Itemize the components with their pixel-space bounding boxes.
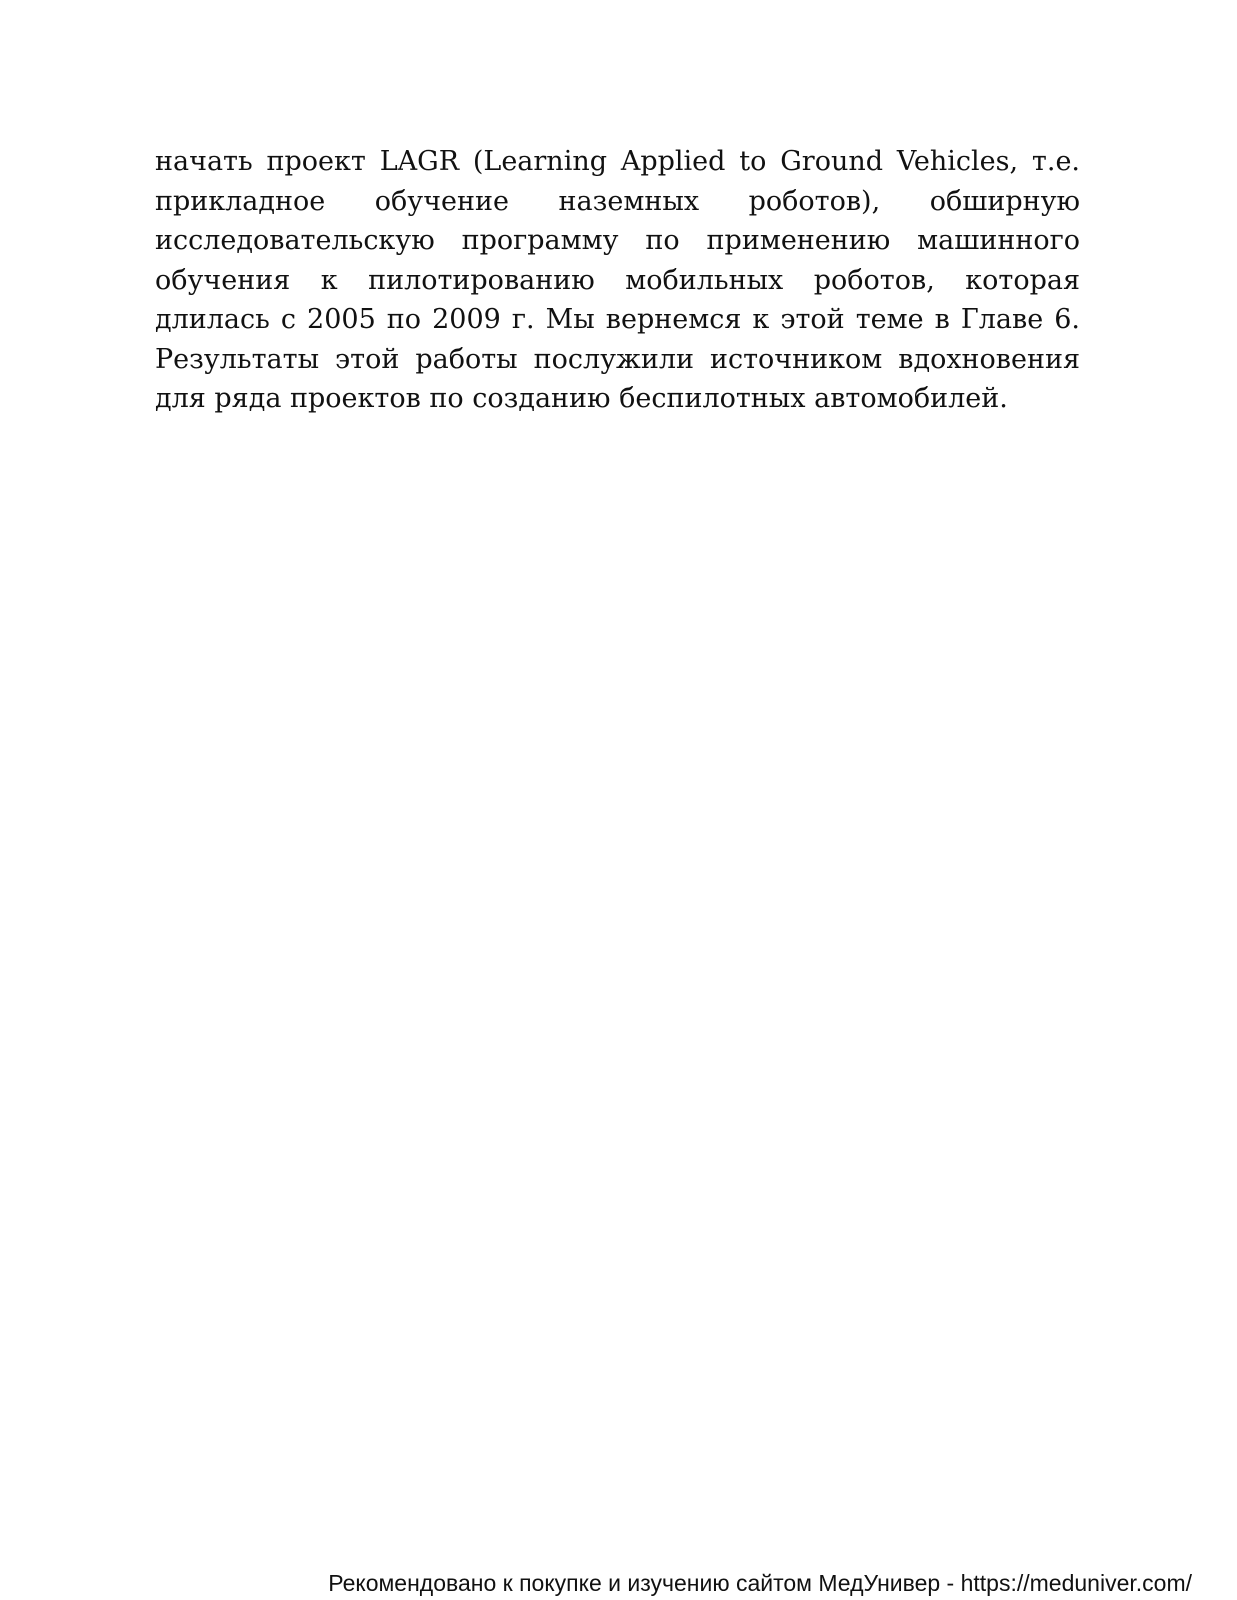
footer-recommendation: Рекомендовано к покупке и изучению сайтом МедУнивер - https://meduniver.com/	[328, 1570, 1192, 1596]
body-paragraph: начать проект LAGR (Learning Applied to Ground Vehicles, т.е. прикладное обучение наземных роботов), обширную исследовательскую программу по применению машинного обучения к пилотированию мобильных роботов, которая длилась с 2005 по 2009 г. Мы вернемся к этой теме в Главе 6. Результаты этой работы послужили источником вдохновения для ряда проектов по созданию беспилотных автомобилей.	[155, 146, 1080, 414]
